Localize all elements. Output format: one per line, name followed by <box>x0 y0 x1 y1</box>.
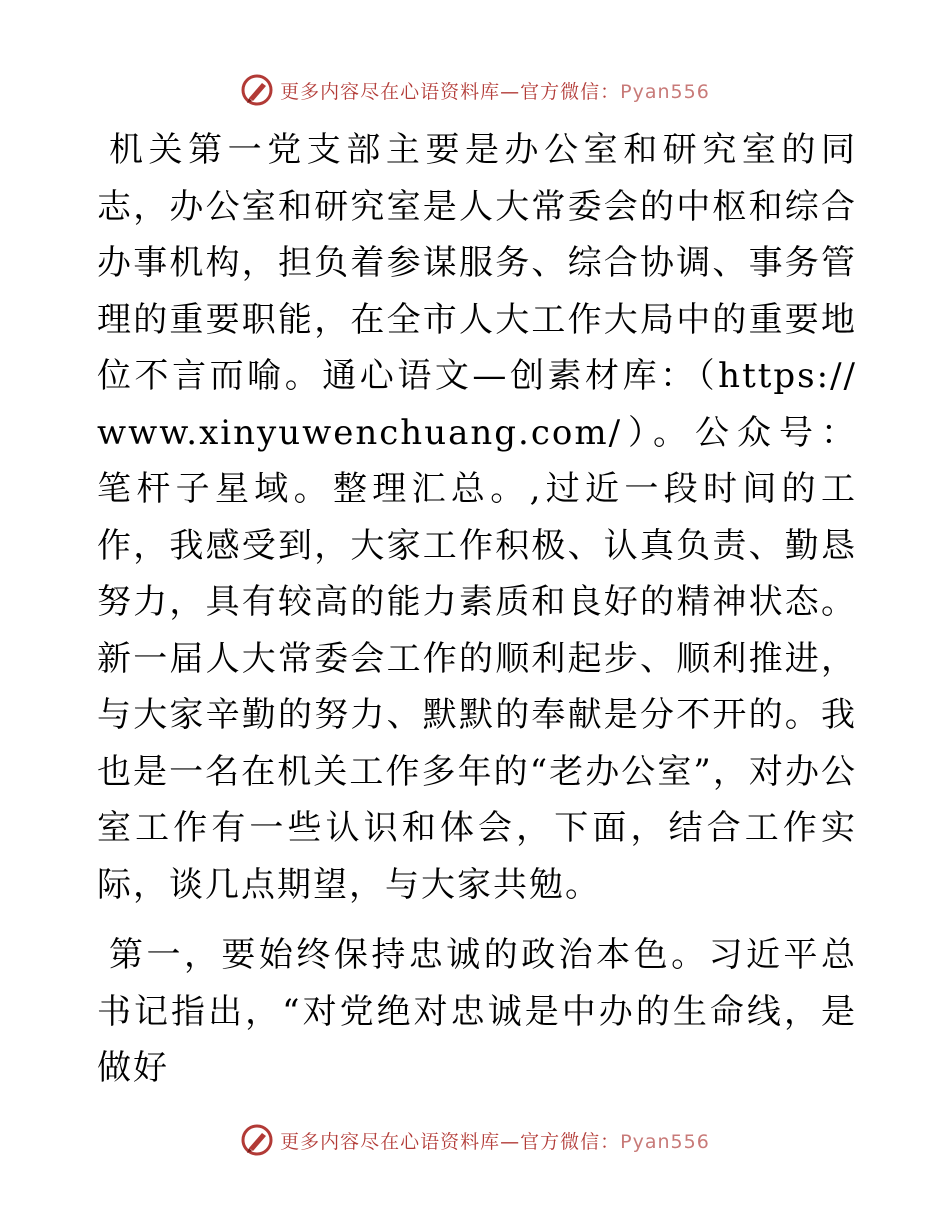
footer-banner-text <box>280 1127 710 1154</box>
pen-logo-icon <box>240 73 274 107</box>
footer-banner-label: 更多内容尽在心语资料库—官方微信： <box>280 1130 621 1153</box>
header-banner-text <box>280 77 710 104</box>
footer-banner <box>0 1120 950 1160</box>
header-wechat-id: Pyan556 <box>620 80 710 103</box>
header-banner <box>0 70 950 110</box>
paragraph-2: 第一，要始终保持忠诚的政治本色。习近平总书记指出，“对党绝对忠诚是中办的生命线，是做好 <box>97 935 857 1088</box>
footer-wechat-id: Pyan556 <box>620 1130 710 1153</box>
header-banner-label: 更多内容尽在心语资料库—官方微信： <box>280 80 621 103</box>
document-body <box>97 122 857 1097</box>
paragraph-1: 机关第一党支部主要是办公室和研究室的同志，办公室和研究室是人大常委会的中枢和综合办事机构，担负着参谋服务、综合协调、事务管理的重要职能，在全市人大工作大局中的重要地位不言而喻。通心语文—创素材库：（https://www.xinyuwenchuang.com/）。公众号：笔杆子星域。整理汇总。,过近一段时间的工作，我感受到，大家工作积极、认真负责、勤恳努力，具有较高的能力素质和良好的精神状态。新一届人大常委会工作的顺利起步、顺利推进，与大家辛勤的努力、默默的奉献是分不开的。我也是一名在机关工作多年的“老办公室”，对办公室工作有一些认识和体会，下面，结合工作实际，谈几点期望，与大家共勉。 <box>97 130 857 905</box>
pen-logo-icon <box>240 1123 274 1157</box>
